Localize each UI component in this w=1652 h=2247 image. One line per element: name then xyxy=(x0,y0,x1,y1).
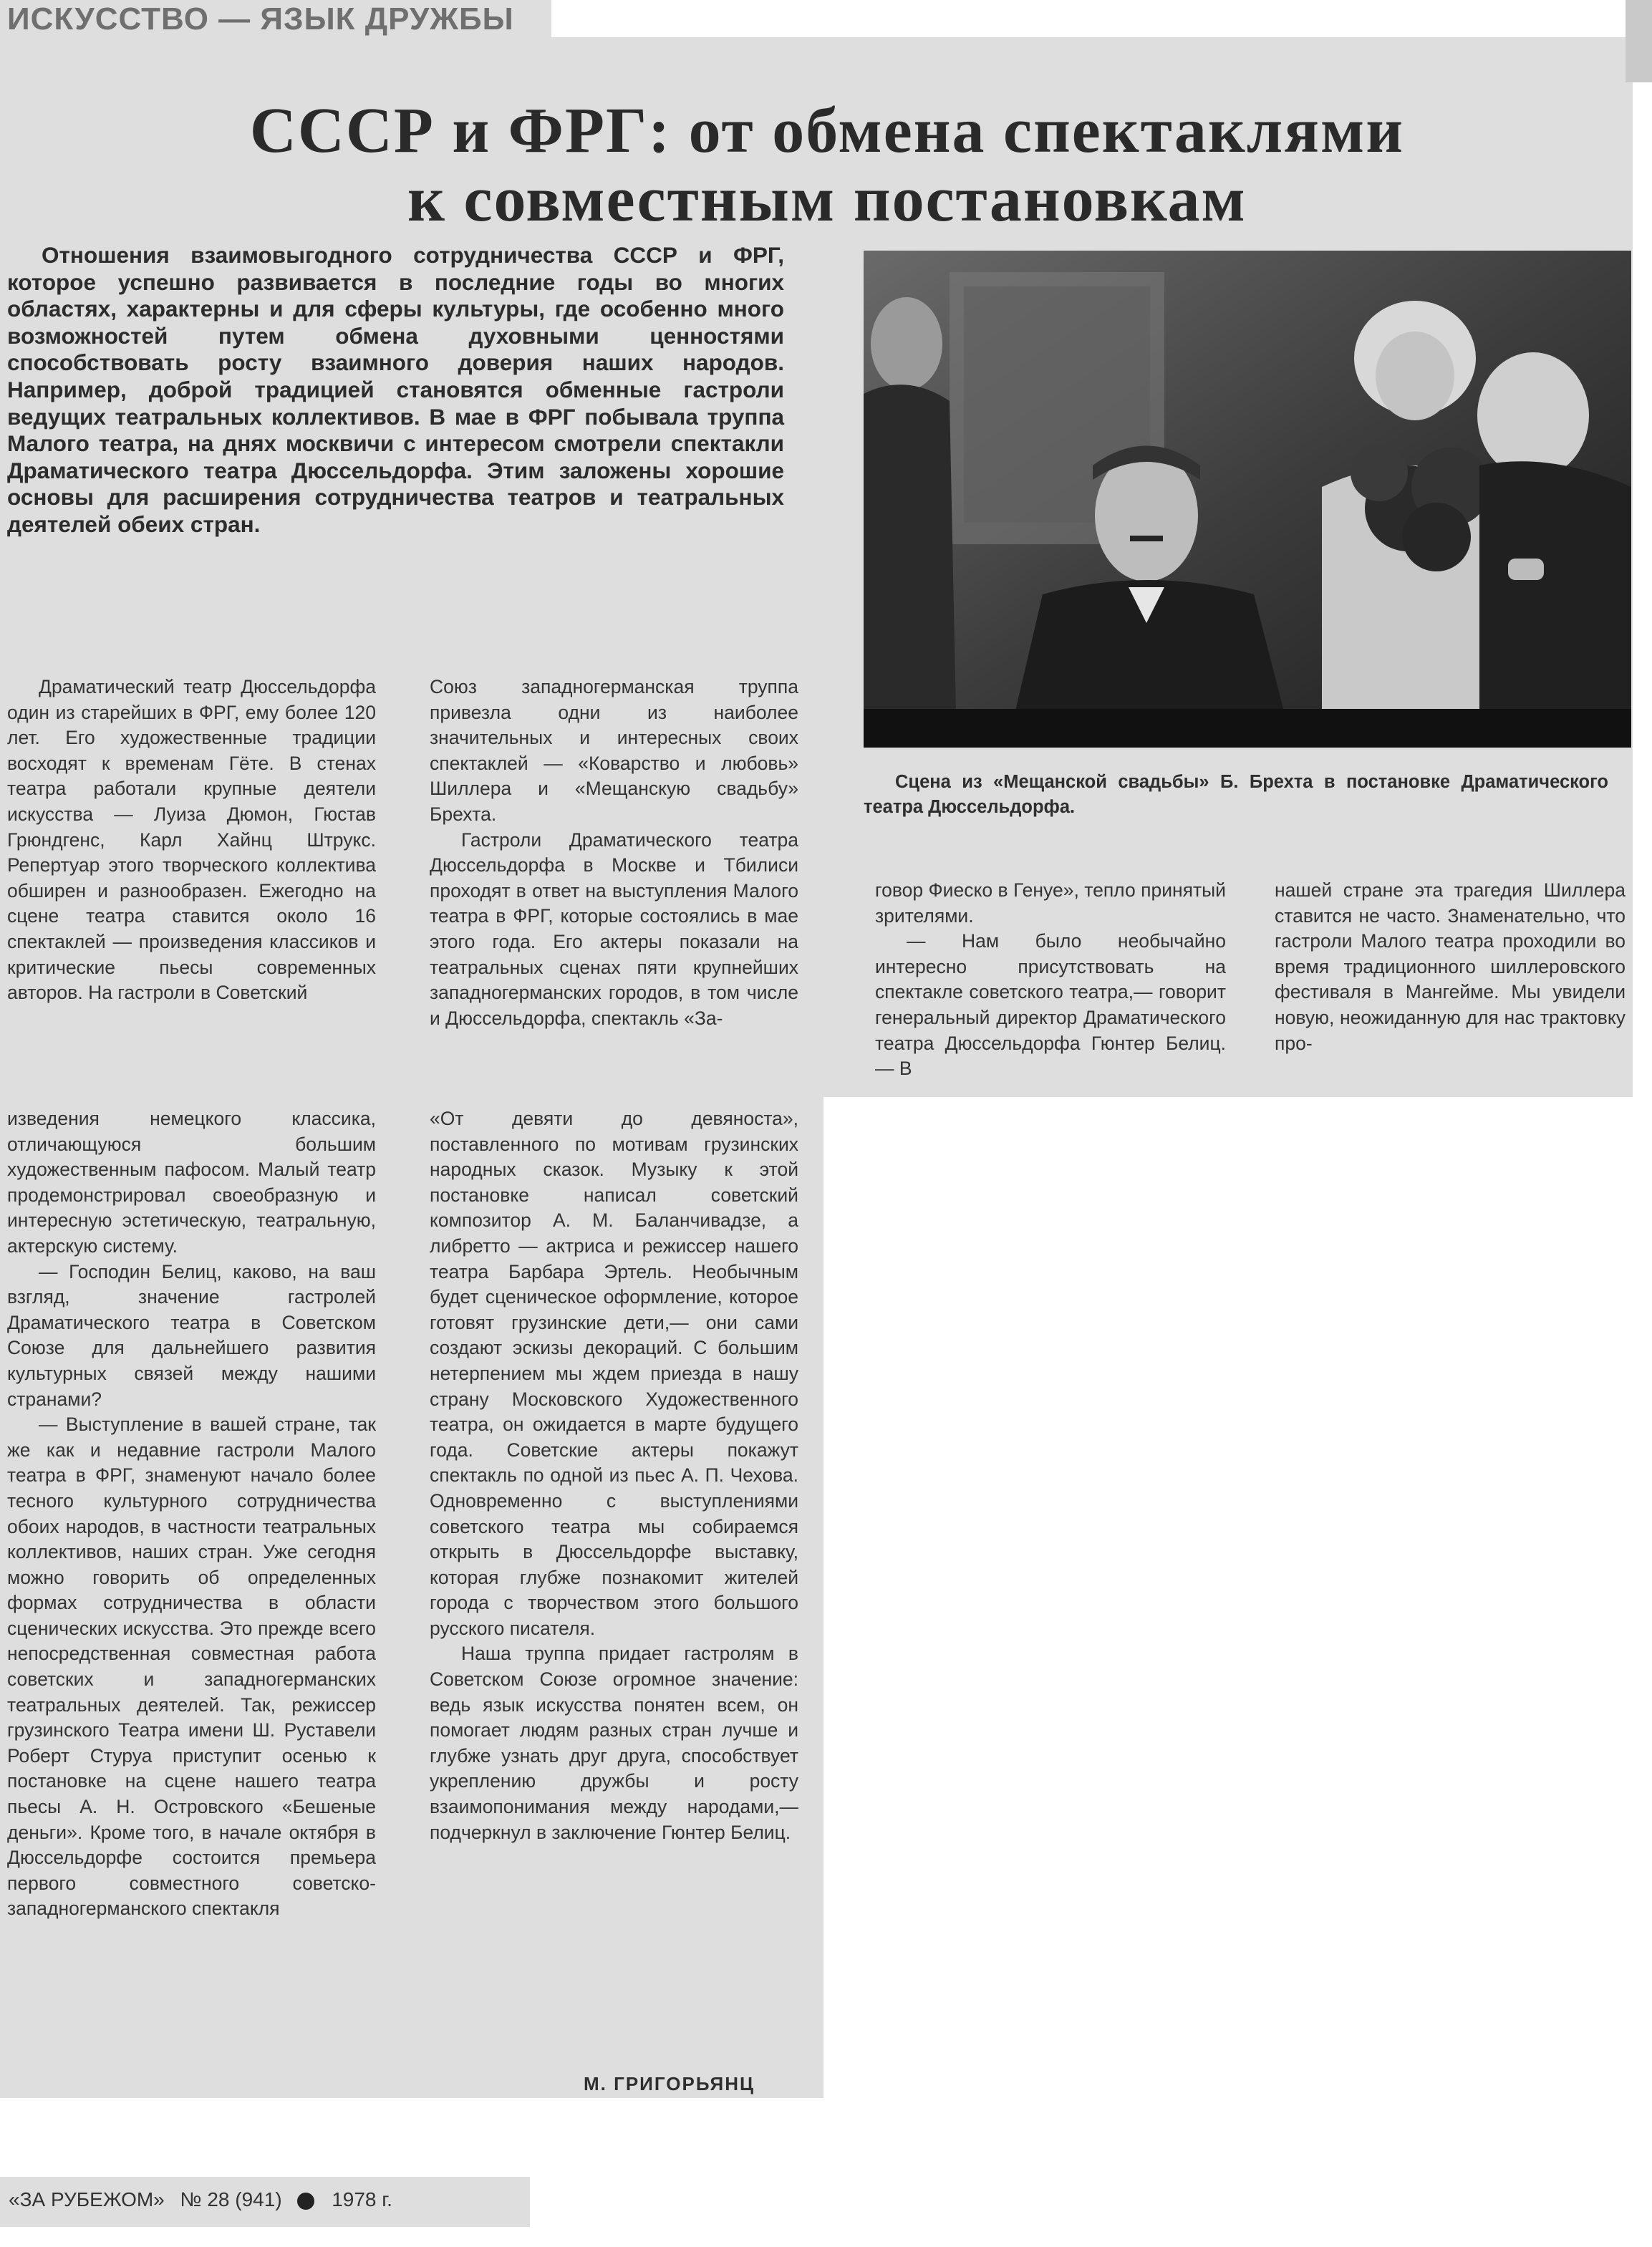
column-3 xyxy=(875,878,1226,1082)
column-4 xyxy=(1275,878,1626,1056)
clipping-right-edge xyxy=(1626,0,1652,82)
theatre-scene-photo xyxy=(864,251,1631,748)
headline-line-1: СССР и ФРГ: от обмена спектаклями xyxy=(249,95,1405,166)
article-headline xyxy=(57,97,1597,234)
publication-year: 1978 г. xyxy=(332,2188,392,2210)
paragraph: Драматический театр Дюссельдорфа один из старейших в ФРГ, ему более 120 лет. Его художественные традиции восходят к временам Гёте. В стенах театра работали крупные деятели искусства — Луиза Дюмон, Гюстав Грюндгенс, Карл Хайнц Штрукс. Репертуар этого творческого коллектива обширен и разнообразен. Ежегодно на сцене театра ставится около 16 спектаклей — произведения классиков и критические пьесы современных авторов. На гастроли в Советский xyxy=(7,676,376,1004)
paragraph: говор Фиеско в Генуе», тепло принятый зрителями. xyxy=(875,879,1226,927)
photo-scene-illustration xyxy=(864,251,1631,748)
lead-paragraph: Отношения взаимовыгодного сотрудничества СССР и ФРГ, которое успешно развивается в последние годы во многих областях, характерны и для сферы культуры, где особенно много возможностей путем обмена духовными ценностями способствовать росту взаимного доверия наших народов. Например, доброй традицией становятся обменные гастроли ведущих театральных коллективов. В мае в ФРГ побывала труппа Малого театра, на днях москвичи с интересом смотрели спектакли Драматического театра Дюссельдорфа. Этим заложены хорошие основы для расширения сотрудничества театров и театральных деятелей обеих стран. xyxy=(7,242,784,537)
photo-caption: Сцена из «Мещанской свадьбы» Б. Брехта в постановке Драматического театра Дюссельдорфа. xyxy=(864,772,1608,817)
paragraph: Союз западногерманская труппа привезла одни из наиболее значительных и интересных своих спектаклей — «Коварство и любовь» Шиллера и «Мещанскую свадьбу» Брехта. xyxy=(430,676,798,825)
publication-name: «ЗА РУБЕЖОМ» xyxy=(9,2188,165,2210)
bullet-dot-icon xyxy=(297,2193,314,2210)
author-signature: М. ГРИГОРЬЯНЦ xyxy=(584,2073,755,2094)
paragraph: Наша труппа придает гастролям в Советском Союзе огромное значение: ведь язык искусства понятен всем, он помогает людям разных стран лучше и глубже узнать друг друга, способствует укреплению дружбы и росту взаимопонимания между народами,— подчеркнул в заключение Гюнтер Белиц. xyxy=(430,1643,798,1843)
paragraph: — Нам было необычайно интересно присутствовать на спектакле советского театра,— говорит генеральный директор Драматического театра Дюссельдорфа Гюнтер Белиц.— В xyxy=(875,930,1226,1080)
headline-line-2: к совместным постановкам xyxy=(407,164,1247,235)
paragraph: — Выступление в вашей стране, так же как и недавние гастроли Малого театра в ФРГ, знаменуют начало более тесного культурного сотрудничества обоих народов, в частности театральных коллективов, наших стран. Уже сегодня можно говорить об определенных формах сотрудничества в области сценических искусства. Это прежде всего непосредственная совместная работа советских и западногерманских театральных деятелей. Так, режиссер грузинского Театра имени Ш. Руставели Роберт Стуруа приступит осенью к постановке на сцене нашего театра пьесы А. Н. Островского «Бешеные деньги». Кроме того, в начале октября в Дюссельдорфе состоится премьера первого совместного советско-западногерманского спектакля xyxy=(7,1414,376,1920)
paragraph: Гастроли Драматического театра Дюссельдорфа в Москве и Тбилиси проходят в ответ на выступления Малого театра в ФРГ, которые состоялись в мае этого года. Его актеры показали на театральных сценах пяти крупнейших западногерманских городов, в том числе и Дюссельдорфа, спектакль «За- xyxy=(430,828,798,1029)
paragraph: «От девяти до девяноста», поставленного по мотивам грузинских народных сказок. Музыку к этой постановке написал советский композитор А. М. Баланчивадзе, а либретто — актриса и режиссер нашего театра Барбара Эртель. Необычным будет сценическое оформление, которое готовят грузинские дети,— они сами создают эскизы декораций. С большим нетерпением мы ждем приезда в нашу страну Московского Художественного театра, он ожидается в марте будущего года. Советские актеры покажут спектакль по одной из пьес А. П. Чехова. Одновременно с выступлениями советского театра мы собираемся открыть в Дюссельдорфе выставку, которая глубже познакомит жителей города с творчеством этого большого русского писателя. xyxy=(430,1108,798,1639)
paragraph: нашей стране эта трагедия Шиллера ставится не часто. Знаменательно, что гастроли Малого театра проходили во время традиционного шиллеровского фестиваля в Мангейме. Мы увидели новую, неожиданную для нас трактовку про- xyxy=(1275,879,1626,1054)
column-2-bottom xyxy=(430,1106,798,1845)
publication-footer xyxy=(9,2188,392,2211)
paragraph: изведения немецкого классика, отличающуюся большим художественным пафосом. Малый театр продемонстрировал своеобразную и интересную эстетическую, театральную, актерскую систему. xyxy=(7,1108,376,1257)
paragraph: — Господин Белиц, каково, на ваш взгляд, значение гастролей Драматического театра в Советском Союзе для дальнейшего развития культурных связей между нашими странами? xyxy=(7,1260,376,1410)
column-1-top xyxy=(7,675,376,1006)
section-rubric: ИСКУССТВО — ЯЗЫК ДРУЖБЫ xyxy=(7,1,514,37)
column-2-top xyxy=(430,675,798,1031)
column-1-bottom xyxy=(7,1106,376,1922)
issue-number: № 28 (941) xyxy=(180,2188,282,2210)
